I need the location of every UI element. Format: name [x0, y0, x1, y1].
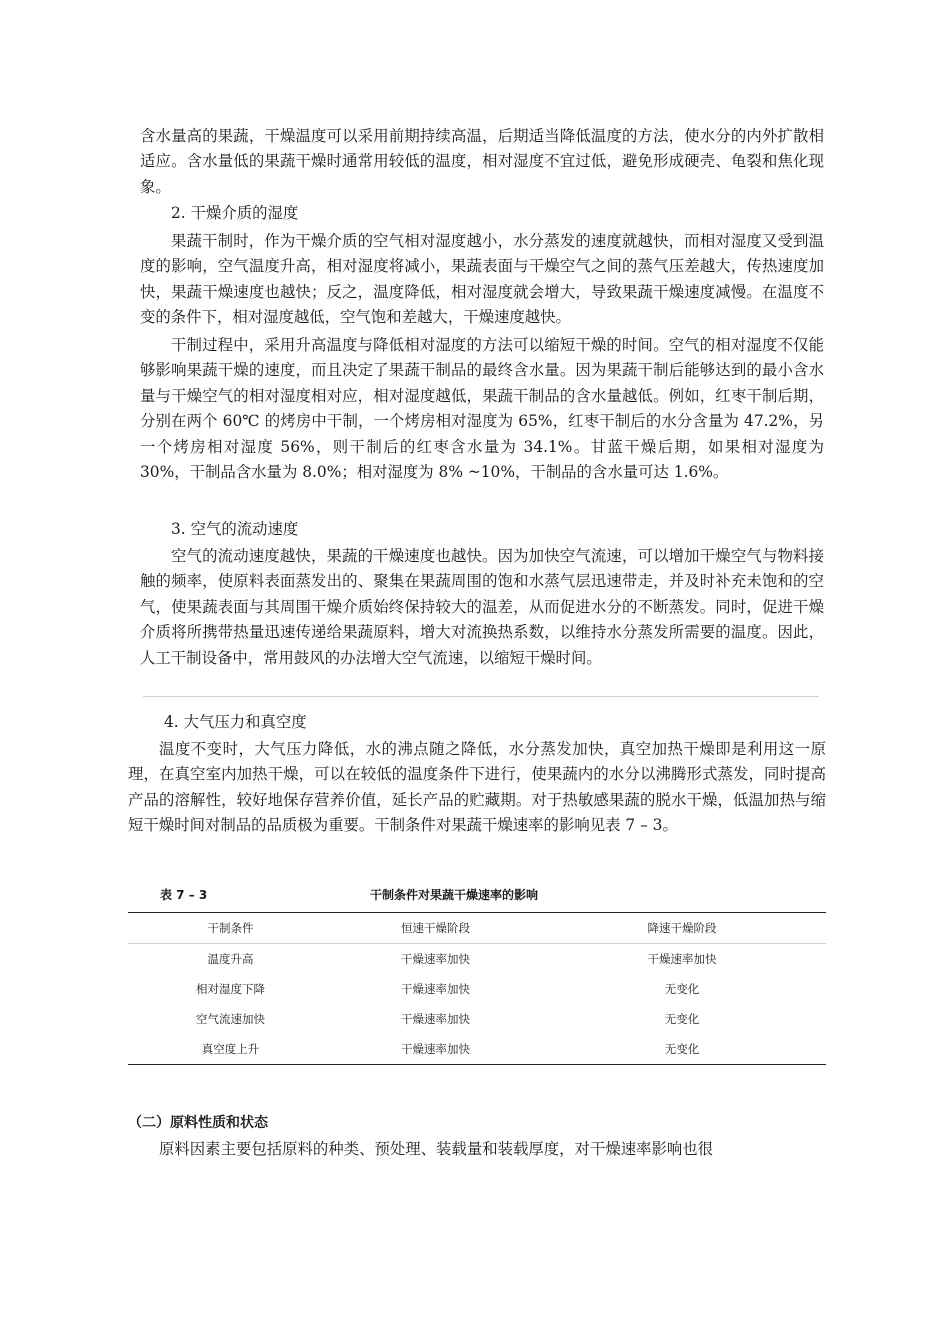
table-cell: 真空度上升 — [128, 1034, 333, 1065]
table-cell: 干燥速率加快 — [401, 982, 470, 996]
section-heading: （二）原料性质和状态 — [128, 1115, 268, 1131]
table-cell: 无变化 — [664, 1012, 700, 1026]
table-header-cell: 干制条件 — [128, 913, 333, 944]
table-label: 表 7 – 3 — [160, 888, 208, 902]
heading-pressure-vacuum: 4. 大气压力和真空度 — [164, 713, 307, 731]
table-row — [128, 1004, 826, 1034]
table-row — [128, 944, 826, 975]
table-cell: 干燥速率加快 — [401, 952, 470, 966]
paragraph-shorten-drying: 干制过程中，采用升高温度与降低相对湿度的方法可以缩短干燥的时间。空气的相对湿度不仅能够影响果蔬干燥的速度，而且决定了果蔬干制品的最终含水量。因为果蔬干制后能够达到的最小含水量与干燥空气的相对湿度相对应，相对湿度越低，果蔬干制品的含水量越低。例如，红枣干制后期，分别在两个 60℃ 的烤房中干制，一个烤房相对湿度为 65%，红枣干制后的水分含量为 47.2%，另一个烤房相对湿度 56%，则干制后的红枣含水量为 34.1%。甘蓝干燥后期，如果相对湿度为 30%，干制品含水量为 8.0%；相对湿度为 8% ~10%，干制品的含水量可达 1.6%。 — [140, 336, 824, 482]
table-cell: 温度升高 — [207, 952, 254, 966]
paragraph-air-flow: 空气的流动速度越快，果蔬的干燥速度也越快。因为加快空气流速，可以增加干燥空气与物料接触的频率，使原料表面蒸发出的、聚集在果蔬周围的饱和水蒸气层迅速带走，并及时补充未饱和的空气，使果蔬表面与其周围干燥介质始终保持较大的温差，从而促进水分的不断蒸发。同时，促进干燥介质将所携带热量迅速传递给果蔬原料，增大对流换热系数，以维持水分蒸发所需要的温度。因此，人工干制设备中，常用鼓风的办法增大空气流速，以缩短干燥时间。 — [140, 547, 824, 667]
paragraph-pressure-vacuum: 温度不变时，大气压力降低，水的沸点随之降低，水分蒸发加快，真空加热干燥即是利用这一原理，在真空室内加热干燥，可以在较低的温度条件下进行，使果蔬内的水分以沸腾形式蒸发，同时提高产品的溶解性，较好地保存营养价值，延长产品的贮藏期。对于热敏感果蔬的脱水干燥，低温加热与缩短干燥时间对制品的品质极为重要。干制条件对果蔬干燥速率的影响见表 7 – 3。 — [128, 740, 826, 835]
paragraph-moisture-temperature: 含水量高的果蔬，干燥温度可以采用前期持续高温，后期适当降低温度的方法，使水分的内外扩散相适应。含水量低的果蔬干燥时通常用较低的温度，相对湿度不宜过低，避免形成硬壳、龟裂和焦化现象。 — [140, 127, 824, 196]
heading-medium-humidity: 2. 干燥介质的湿度 — [171, 204, 299, 222]
drying-conditions-table — [128, 912, 826, 1065]
table-title: 干制条件对果蔬干燥速率的影响 — [370, 888, 539, 902]
table-cell: 无变化 — [538, 1034, 826, 1065]
table-header-cell: 降速干燥阶段 — [538, 913, 826, 944]
table-header-row — [128, 913, 826, 944]
table-row — [128, 974, 826, 1004]
paragraph-relative-humidity: 果蔬干制时，作为干燥介质的空气相对湿度越小，水分蒸发的速度就越快，而相对湿度又受到温度的影响，空气温度升高，相对湿度将减小，果蔬表面与干燥空气之间的蒸气压差越大，传热速度加快，果蔬干燥速度也越快；反之，温度降低，相对湿度就会增大，导致果蔬干燥速度减慢。在温度不变的条件下，相对湿度越低，空气饱和差越大，干燥速度越快。 — [140, 232, 824, 327]
table-header-cell: 恒速干燥阶段 — [333, 913, 538, 944]
table-cell: 干燥速率加快 — [401, 1012, 470, 1026]
table-cell: 相对湿度下降 — [196, 982, 265, 996]
table-cell: 干燥速率加快 — [333, 1034, 538, 1065]
table-cell: 无变化 — [664, 982, 700, 996]
table-cell: 空气流速加快 — [196, 1012, 265, 1026]
paragraph-raw-material: 原料因素主要包括原料的种类、预处理、装载量和装载厚度，对干燥速率影响也很 — [159, 1140, 714, 1158]
table-row — [128, 1034, 826, 1065]
heading-air-flow: 3. 空气的流动速度 — [171, 520, 299, 538]
page-divider — [143, 696, 819, 697]
table-cell: 干燥速率加快 — [647, 952, 717, 966]
